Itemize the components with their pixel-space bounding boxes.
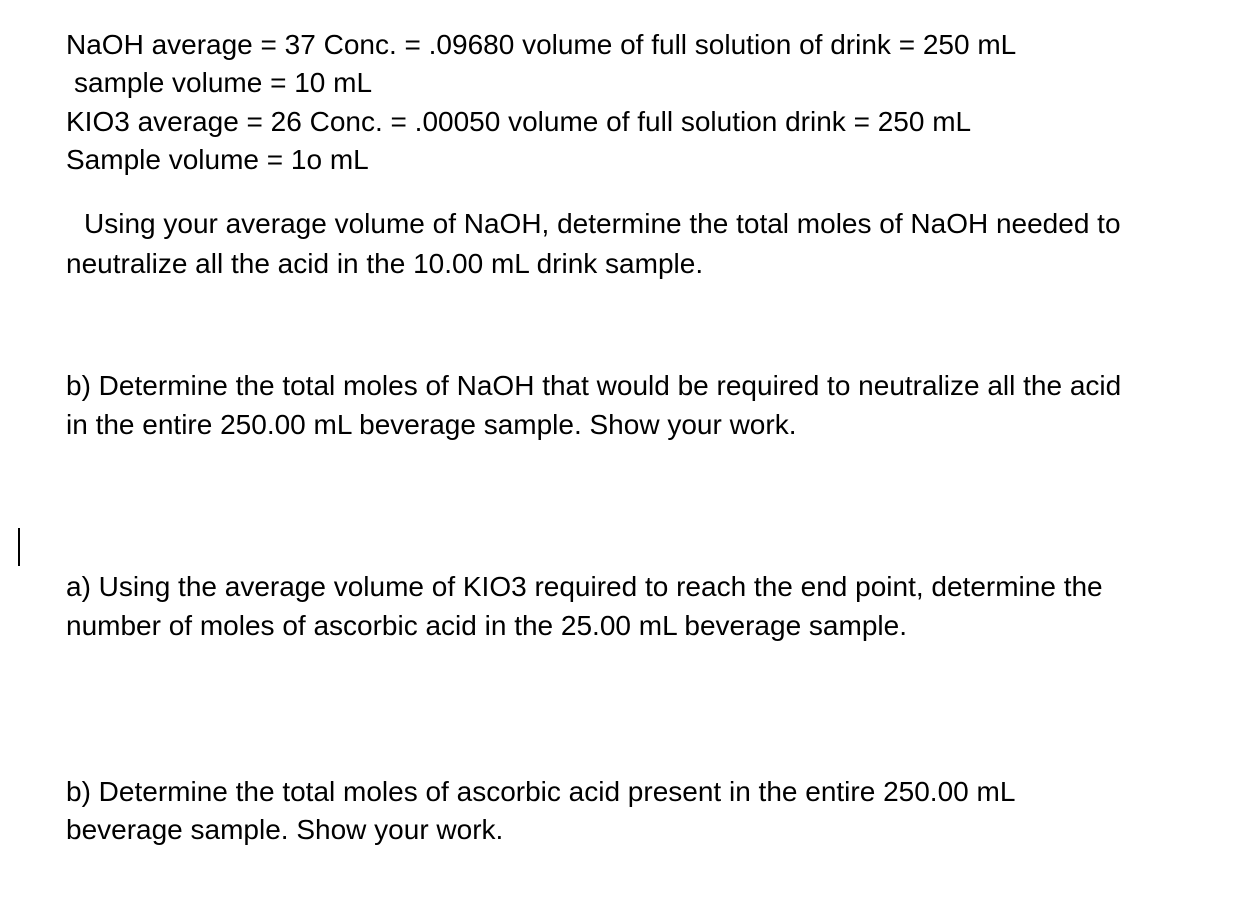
text-cursor bbox=[18, 528, 20, 566]
kio3-data-line: KIO3 average = 26 Conc. = .00050 volume of full solution drink = 250 mL bbox=[66, 106, 972, 137]
naoh-data-line: NaOH average = 37 Conc. = .09680 volume of full solution of drink = 250 mL bbox=[66, 29, 1017, 60]
kio3-sample-volume-line: Sample volume = 1o mL bbox=[66, 144, 369, 175]
question-text-line: neutralize all the acid in the 10.00 mL drink sample. bbox=[66, 248, 704, 279]
question-text-line: b) Determine the total moles of NaOH that would be required to neutralize all the acid bbox=[66, 370, 1122, 401]
question-text-line: number of moles of ascorbic acid in the 25.00 mL beverage sample. bbox=[66, 610, 907, 641]
question-text-line: b) Determine the total moles of ascorbic acid present in the entire 250.00 mL bbox=[66, 776, 1016, 807]
question-text-line: a) Using the average volume of KIO3 required to reach the end point, determine the bbox=[66, 571, 1103, 602]
naoh-sample-volume-line: sample volume = 10 mL bbox=[74, 67, 373, 98]
question-text-line: beverage sample. Show your work. bbox=[66, 814, 504, 845]
question-text-line: Using your average volume of NaOH, determine the total moles of NaOH needed to bbox=[84, 208, 1121, 239]
question-text-line: in the entire 250.00 mL beverage sample. Show your work. bbox=[66, 409, 797, 440]
